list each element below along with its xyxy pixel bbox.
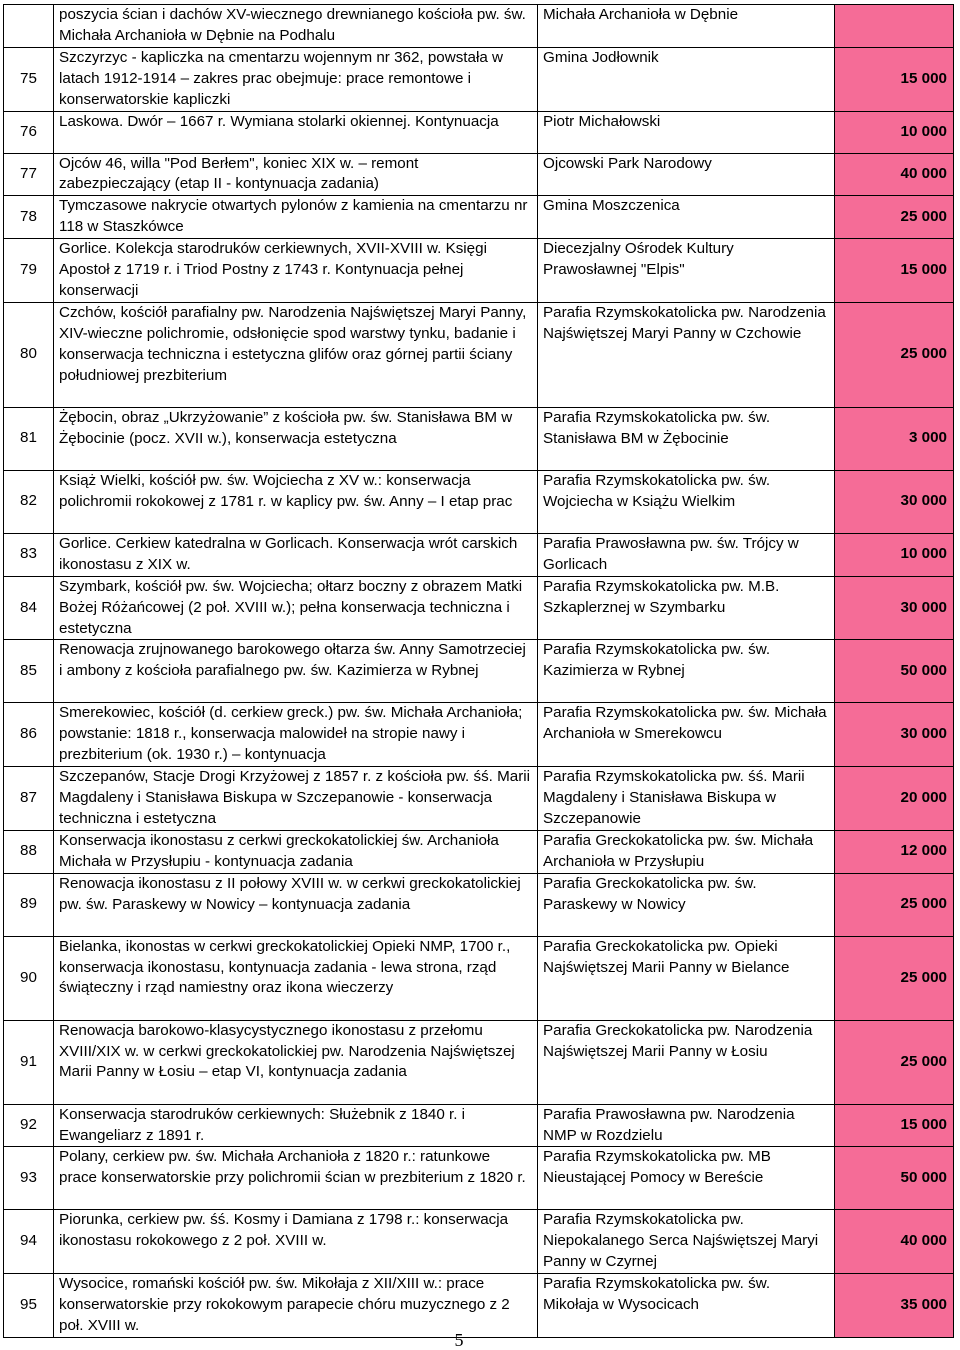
row-number-cell: 83 bbox=[4, 533, 54, 576]
row-number-cell: 90 bbox=[4, 936, 54, 1020]
row-number-cell: 76 bbox=[4, 111, 54, 153]
row-number-cell bbox=[4, 5, 54, 48]
beneficiary-cell: Parafia Rzymskokatolicka pw. Narodzenia Najświętszej Maryi Panny w Czchowie bbox=[538, 302, 835, 407]
row-number-cell: 85 bbox=[4, 640, 54, 703]
table-row bbox=[4, 153, 954, 196]
row-number-cell: 89 bbox=[4, 873, 54, 936]
row-number-cell: 86 bbox=[4, 703, 54, 767]
amount-cell: 15 000 bbox=[835, 1104, 954, 1147]
amount-cell: 25 000 bbox=[835, 873, 954, 936]
amount-cell: 40 000 bbox=[835, 153, 954, 196]
task-description-cell: Tymczasowe nakrycie otwartych pylonów z kamienia na cmentarzu nr 118 w Staszkówce bbox=[54, 196, 538, 239]
table-row bbox=[4, 1104, 954, 1147]
amount-cell: 25 000 bbox=[835, 1020, 954, 1104]
table-row bbox=[4, 936, 954, 1020]
table-row bbox=[4, 576, 954, 640]
table-row bbox=[4, 1274, 954, 1338]
beneficiary-cell: Parafia Rzymskokatolicka pw. Niepokalanego Serca Najświętszej Maryi Panny w Czyrnej bbox=[538, 1210, 835, 1274]
task-description-cell: Gorlice. Kolekcja starodruków cerkiewnych, XVII-XVIII w. Księgi Apostoł z 1719 r. i Triod Postny z 1743 r. Kontynuacja pełnej konserwacji bbox=[54, 239, 538, 303]
task-description-cell: Konserwacja ikonostasu z cerkwi greckokatolickiej św. Archanioła Michała w Przysłupiu - kontynuacja zadania bbox=[54, 830, 538, 873]
amount-cell: 30 000 bbox=[835, 576, 954, 640]
task-description-cell: poszycia ścian i dachów XV-wiecznego drewnianego kościoła pw. św. Michała Archanioła w Dębnie na Podhalu bbox=[54, 5, 538, 48]
beneficiary-cell: Parafia Prawosławna pw. św. Trójcy w Gorlicach bbox=[538, 533, 835, 576]
task-description-cell: Szymbark, kościół pw. św. Wojciecha; ołtarz boczny z obrazem Matki Bożej Różańcowej (2 poł. XVIII w.); pełna konserwacja techniczna i estetyczna bbox=[54, 576, 538, 640]
row-number-cell: 81 bbox=[4, 407, 54, 470]
beneficiary-cell: Parafia Rzymskokatolicka pw. św. Kazimierza w Rybnej bbox=[538, 640, 835, 703]
table-row bbox=[4, 5, 954, 48]
table-row bbox=[4, 1147, 954, 1210]
task-description-cell: Polany, cerkiew pw. św. Michała Archanioła z 1820 r.: ratunkowe prace konserwatorskie przy polichromii ścian w prezbiterium z 1820 r. bbox=[54, 1147, 538, 1210]
task-description-cell: Książ Wielki, kościół pw. św. Wojciecha z XV w.: konserwacja polichromii rokokowej z 1781 r. w kaplicy pw. św. Anny – I etap prac bbox=[54, 470, 538, 533]
row-number-cell: 87 bbox=[4, 767, 54, 831]
task-description-cell: Ojców 46, willa "Pod Berłem", koniec XIX w. – remont zabezpieczający (etap II - kontynuacja zadania) bbox=[54, 153, 538, 196]
amount-cell: 15 000 bbox=[835, 47, 954, 111]
row-number-cell: 94 bbox=[4, 1210, 54, 1274]
amount-cell: 10 000 bbox=[835, 111, 954, 153]
grants-table-body bbox=[4, 5, 954, 1338]
amount-cell: 25 000 bbox=[835, 196, 954, 239]
beneficiary-cell: Parafia Rzymskokatolicka pw. śś. Marii Magdaleny i Stanisława Biskupa w Szczepanowie bbox=[538, 767, 835, 831]
amount-cell: 40 000 bbox=[835, 1210, 954, 1274]
amount-cell: 50 000 bbox=[835, 1147, 954, 1210]
task-description-cell: Piorunka, cerkiew pw. śś. Kosmy i Damiana z 1798 r.: konserwacja ikonostasu rokokowego z 2 poł. XVIII w. bbox=[54, 1210, 538, 1274]
amount-cell: 30 000 bbox=[835, 470, 954, 533]
amount-cell bbox=[835, 5, 954, 48]
beneficiary-cell: Parafia Rzymskokatolicka pw. MB Nieustającej Pomocy w Bereście bbox=[538, 1147, 835, 1210]
amount-cell: 12 000 bbox=[835, 830, 954, 873]
task-description-cell: Szczepanów, Stacje Drogi Krzyżowej z 1857 r. z kościoła pw. śś. Marii Magdaleny i Stanisława Biskupa w Szczepanowie - konserwacja techniczna i estetyczna bbox=[54, 767, 538, 831]
amount-cell: 10 000 bbox=[835, 533, 954, 576]
table-row bbox=[4, 830, 954, 873]
row-number-cell: 93 bbox=[4, 1147, 54, 1210]
row-number-cell: 82 bbox=[4, 470, 54, 533]
task-description-cell: Renowacja ikonostasu z II połowy XVIII w. w cerkwi greckokatolickiej pw. św. Paraskewy w Nowicy – kontynuacja zadania bbox=[54, 873, 538, 936]
row-number-cell: 91 bbox=[4, 1020, 54, 1104]
task-description-cell: Wysocice, romański kościół pw. św. Mikołaja z XII/XIII w.: prace konserwatorskie przy rokokowym parapecie chóru muzycznego z 2 poł. XVIII w. bbox=[54, 1274, 538, 1338]
amount-cell: 25 000 bbox=[835, 936, 954, 1020]
grants-table bbox=[3, 4, 954, 1338]
task-description-cell: Gorlice. Cerkiew katedralna w Gorlicach. Konserwacja wrót carskich ikonostasu z XIX w. bbox=[54, 533, 538, 576]
task-description-cell: Konserwacja starodruków cerkiewnych: Służebnik z 1840 r. i Ewangeliarz z 1891 r. bbox=[54, 1104, 538, 1147]
beneficiary-cell: Michała Archanioła w Dębnie bbox=[538, 5, 835, 48]
row-number-cell: 84 bbox=[4, 576, 54, 640]
table-row bbox=[4, 302, 954, 407]
amount-cell: 25 000 bbox=[835, 302, 954, 407]
beneficiary-cell: Parafia Rzymskokatolicka pw. św. Michała Archanioła w Smerekowcu bbox=[538, 703, 835, 767]
table-row bbox=[4, 640, 954, 703]
table-row bbox=[4, 111, 954, 153]
table-row bbox=[4, 767, 954, 831]
beneficiary-cell: Diecezjalny Ośrodek Kultury Prawosławnej "Elpis" bbox=[538, 239, 835, 303]
beneficiary-cell: Piotr Michałowski bbox=[538, 111, 835, 153]
row-number-cell: 79 bbox=[4, 239, 54, 303]
row-number-cell: 95 bbox=[4, 1274, 54, 1338]
task-description-cell: Renowacja barokowo-klasycystycznego ikonostasu z przełomu XVIII/XIX w. w cerkwi greckokatolickiej pw. Narodzenia Najświętszej Marii Panny w Łosiu – etap VI, kontynuacja zadania bbox=[54, 1020, 538, 1104]
table-row bbox=[4, 873, 954, 936]
beneficiary-cell: Parafia Greckokatolicka pw. Opieki Najświętszej Marii Panny w Bielance bbox=[538, 936, 835, 1020]
beneficiary-cell: Parafia Greckokatolicka pw. św. Paraskewy w Nowicy bbox=[538, 873, 835, 936]
beneficiary-cell: Gmina Moszczenica bbox=[538, 196, 835, 239]
table-row bbox=[4, 407, 954, 470]
beneficiary-cell: Parafia Rzymskokatolicka pw. św. Wojciecha w Książu Wielkim bbox=[538, 470, 835, 533]
amount-cell: 50 000 bbox=[835, 640, 954, 703]
row-number-cell: 77 bbox=[4, 153, 54, 196]
table-row bbox=[4, 533, 954, 576]
row-number-cell: 80 bbox=[4, 302, 54, 407]
beneficiary-cell: Parafia Greckokatolicka pw. Narodzenia Najświętszej Marii Panny w Łosiu bbox=[538, 1020, 835, 1104]
table-row bbox=[4, 1020, 954, 1104]
page-number: 5 bbox=[454, 1330, 464, 1350]
beneficiary-cell: Parafia Prawosławna pw. Narodzenia NMP w Rozdzielu bbox=[538, 1104, 835, 1147]
table-row bbox=[4, 196, 954, 239]
row-number-cell: 88 bbox=[4, 830, 54, 873]
beneficiary-cell: Parafia Rzymskokatolicka pw. M.B. Szkaplerznej w Szymbarku bbox=[538, 576, 835, 640]
row-number-cell: 92 bbox=[4, 1104, 54, 1147]
task-description-cell: Żębocin, obraz „Ukrzyżowanie” z kościoła pw. św. Stanisława BM w Żębocinie (pocz. XVII w.), konserwacja estetyczna bbox=[54, 407, 538, 470]
task-description-cell: Smerekowiec, kościół (d. cerkiew greck.) pw. św. Michała Archanioła; powstanie: 1818 r., konserwacja malowideł na stropie nawy i prezbiterium (ok. 1930 r.) – kontynuacja bbox=[54, 703, 538, 767]
amount-cell: 3 000 bbox=[835, 407, 954, 470]
beneficiary-cell: Parafia Rzymskokatolicka pw. św. Mikołaja w Wysocicach bbox=[538, 1274, 835, 1338]
beneficiary-cell: Ojcowski Park Narodowy bbox=[538, 153, 835, 196]
task-description-cell: Szczyrzyc - kapliczka na cmentarzu wojennym nr 362, powstała w latach 1912-1914 – zakres prac obejmuje: prace remontowe i konserwatorskie kapliczki bbox=[54, 47, 538, 111]
table-row bbox=[4, 47, 954, 111]
beneficiary-cell: Parafia Rzymskokatolicka pw. św. Stanisława BM w Żębocinie bbox=[538, 407, 835, 470]
row-number-cell: 75 bbox=[4, 47, 54, 111]
task-description-cell: Laskowa. Dwór – 1667 r. Wymiana stolarki okiennej. Kontynuacja bbox=[54, 111, 538, 153]
task-description-cell: Czchów, kościół parafialny pw. Narodzenia Najświętszej Maryi Panny, XIV-wieczne polichromie, odsłonięcie spod warstwy tynku, badanie i konserwacja techniczna i estetyczna glifów oraz górnej partii ściany południowej prezbiterium bbox=[54, 302, 538, 407]
table-row bbox=[4, 703, 954, 767]
table-row bbox=[4, 1210, 954, 1274]
beneficiary-cell: Parafia Greckokatolicka pw. św. Michała Archanioła w Przysłupiu bbox=[538, 830, 835, 873]
table-row bbox=[4, 470, 954, 533]
task-description-cell: Renowacja zrujnowanego barokowego ołtarza św. Anny Samotrzeciej i ambony z kościoła parafialnego pw. św. Kazimierza w Rybnej bbox=[54, 640, 538, 703]
table-row bbox=[4, 239, 954, 303]
amount-cell: 20 000 bbox=[835, 767, 954, 831]
amount-cell: 30 000 bbox=[835, 703, 954, 767]
amount-cell: 35 000 bbox=[835, 1274, 954, 1338]
row-number-cell: 78 bbox=[4, 196, 54, 239]
task-description-cell: Bielanka, ikonostas w cerkwi greckokatolickiej Opieki NMP, 1700 r., konserwacja ikonostasu, kontynuacja zadania - lewa strona, rząd świąteczny i rząd namiestny oraz ikona wieczerzy bbox=[54, 936, 538, 1020]
amount-cell: 15 000 bbox=[835, 239, 954, 303]
beneficiary-cell: Gmina Jodłownik bbox=[538, 47, 835, 111]
